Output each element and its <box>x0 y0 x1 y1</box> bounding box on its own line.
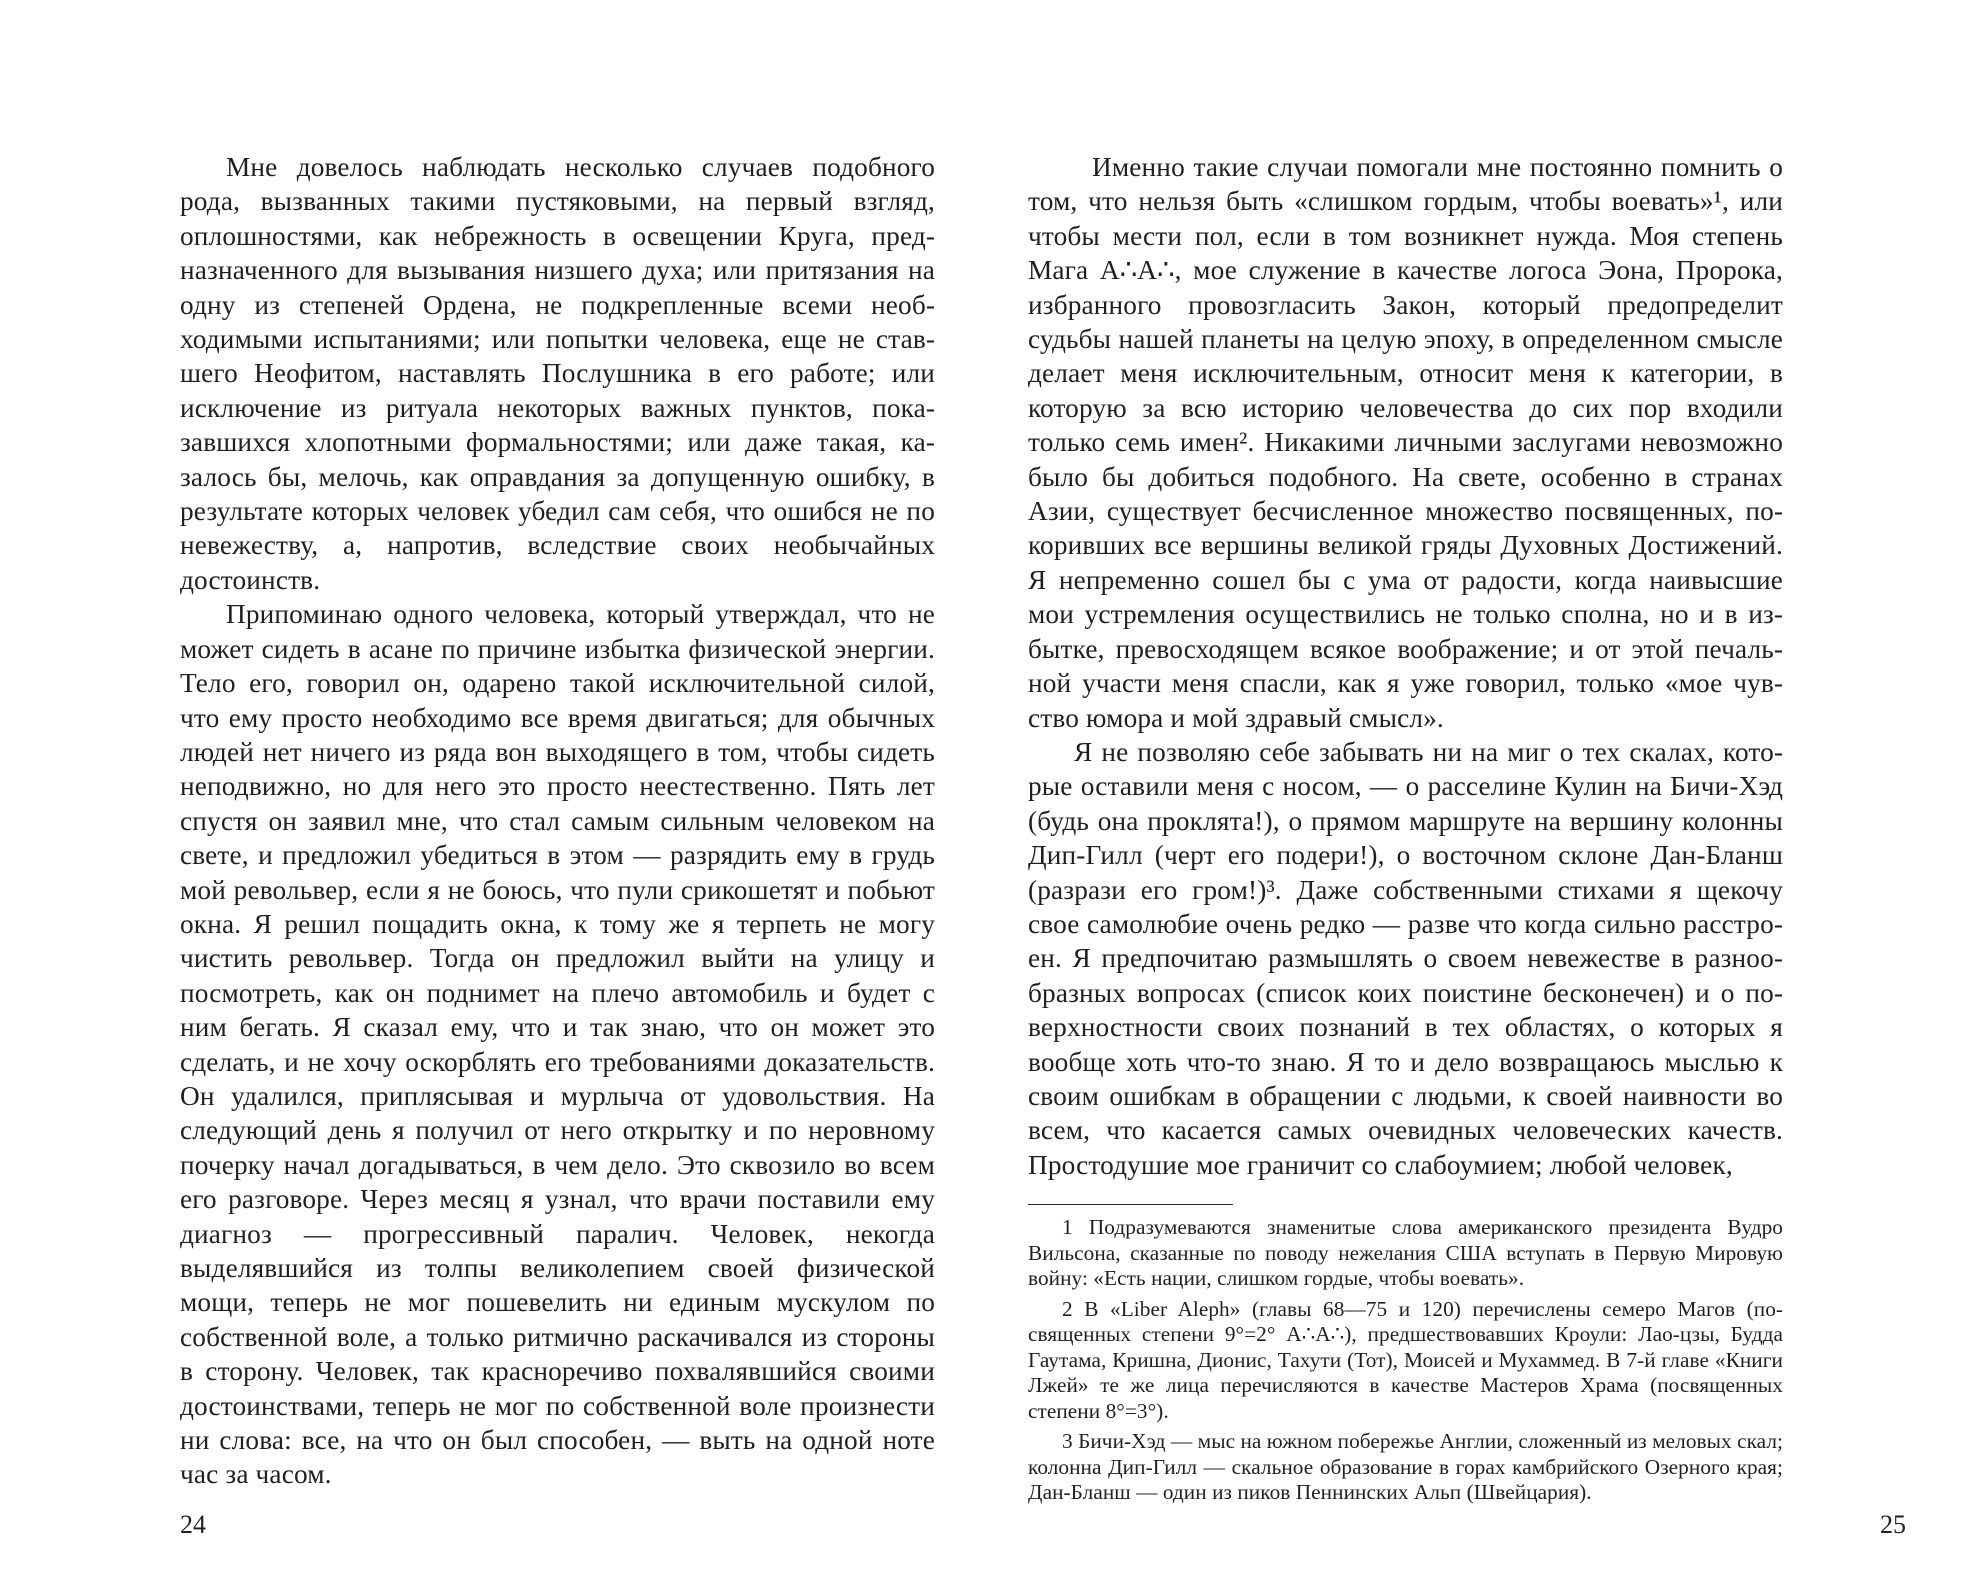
left-page-number: 24 <box>180 1510 206 1539</box>
footnote-1: 1 Подразумеваются знаменитые слова американского президента Вудро Вильсона, сказанные по поводу нежелания США вступать в Первую Мировую войну: «Есть нации, слишком гордые, чтобы воевать». <box>1028 1215 1783 1291</box>
left-page-body <box>180 150 935 1492</box>
footnote-3: 3 Бичи-Хэд — мыс на южном побережье Англии, сложенный из меловых скал; колонна Дип-Гилл — скальное образование в горах камбрийского Озерного края; Дан-Бланш — один из пиков Пеннинских Альп (Швейцария). <box>1028 1429 1783 1505</box>
right-paragraph-2: Я не позволяю себе забывать ни на миг о тех скалах, которые оставили меня с носом, — о расселине Кулин на Бичи-Хэд (будь она проклята!), о прямом маршруте на вершину колонны Дип-Гилл (черт его подери!), о восточном склоне Дан-Бланш (разрази его гром!)³. Даже собственными стихами я щекочу свое самолюбие очень редко — разве что когда сильно расстроен. Я предпочитаю размышлять о своем невежестве в разнообразных вопросах (список коих поистине бесконечен) и о поверхностности своих познаний в тех областях, о которых я вообще хоть что-то знаю. Я то и дело возвращаюсь мыслью к своим ошибкам в обращении с людьми, к своей наивности во всем, что касается самых очевидных человеческих качеств. Простодушие мое граничит со слабоумием; любой человек, <box>1028 736 1783 1180</box>
right-page <box>1028 150 1783 1540</box>
right-paragraph-1: Именно такие случаи помогали мне постоянно помнить о том, что нельзя быть «слишком гордым, чтобы воевать»¹, или чтобы мести пол, если в том возникнет нужда. Моя степень Мага A∴A∴, мое служение в качестве логоса Эона, Пророка, избранного провозгласить Закон, который предопределит судьбы нашей планеты на целую эпоху, в определенном смысле делает меня исключительным, относит меня к категории, в которую за всю историю человечества до сих пор входили только семь имен². Никакими личными заслугами невозможно было бы добиться подобного. На свете, особенно в странах Азии, существует бесчисленное множество посвященных, покоривших все вершины великой гряды Духовных Достижений. Я непременно сошел бы с ума от радости, когда наивысшие мои устремления осуществились не только сполна, но и в избытке, превосходящем всякое воображение; и от этой печальной участи меня спасли, как я уже говорил, только «мое чувство юмора и мой здравый смысл». <box>1028 152 1783 733</box>
right-page-body <box>1028 150 1783 1182</box>
left-page <box>180 150 935 1540</box>
right-page-number: 25 <box>1880 1510 1906 1539</box>
left-paragraph-1: Мне довелось наблюдать несколько случаев подобного рода, вызванных такими пустяковыми, на первый взгляд, оплошностями, как небрежность в освещении Круга, предназначенного для вызывания низшего духа; или притязания на одну из степеней Ордена, не подкрепленные всеми необходимыми испытаниями; или попытки человека, еще не ставшего Неофитом, наставлять Послушника в его работе; или исключение из ритуала некоторых важных пунктов, показавшихся хлопотными формальностями; или даже такая, казалось бы, мелочь, как оправдания за допущенную ошибку, в результате которых человек убедил сам себя, что ошибся не по невежеству, а, напротив, вследствие своих необычайных достоинств. <box>180 152 935 595</box>
footnotes <box>1028 1215 1783 1506</box>
footnote-divider <box>1028 1204 1233 1205</box>
left-paragraph-2: Припоминаю одного человека, который утверждал, что не может сидеть в асане по причине избытка физической энергии. Тело его, говорил он, одарено такой исключительной силой, что ему просто необходимо все время двигаться; для обычных людей нет ничего из ряда вон выходящего в том, чтобы сидеть неподвижно, но для него это просто неестественно. Пять лет спустя он заявил мне, что стал самым сильным человеком на свете, и предложил убедиться в этом — разрядить ему в грудь мой револьвер, если я не боюсь, что пули срикошетят и побьют окна. Я решил пощадить окна, к тому же я терпеть не могу чистить револьвер. Тогда он предложил выйти на улицу и посмотреть, как он поднимет на плечо автомобиль и будет с ним бегать. Я сказал ему, что и так знаю, что он может это сделать, и не хочу оскорблять его требованиями доказательств. Он удалился, приплясывая и мурлыча от удовольствия. На следующий день я получил от него открытку и по неровному почерку начал догадываться, в чем дело. Это сквозило во всем его разговоре. Через месяц я узнал, что врачи поставили ему диагноз — прогрессивный паралич. Человек, некогда выделявшийся из толпы великолепием своей физической мощи, теперь не мог пошевелить ни единым мускулом по собственной воле, а только ритмично раскачивался из стороны в сторону. Человек, так красноречиво похвалявшийся своими достоинствами, теперь не мог по собственной воле произнести ни слова: все, на что он был способен, — выть на одной ноте час за часом. <box>180 599 935 1490</box>
footnote-2: 2 В «Liber Aleph» (главы 68—75 и 120) перечислены семеро Магов (посвященных степени 9°=2° A∴A∴), предшествовавших Кроули: Лао-цзы, Будда Гаутама, Кришна, Дионис, Тахути (Тот), Моисей и Мухаммед. В 7-й главе «Книги Лжей» те же лица перечисляются в качестве Мастеров Храма (посвященных степени 8°=3°). <box>1028 1296 1783 1423</box>
